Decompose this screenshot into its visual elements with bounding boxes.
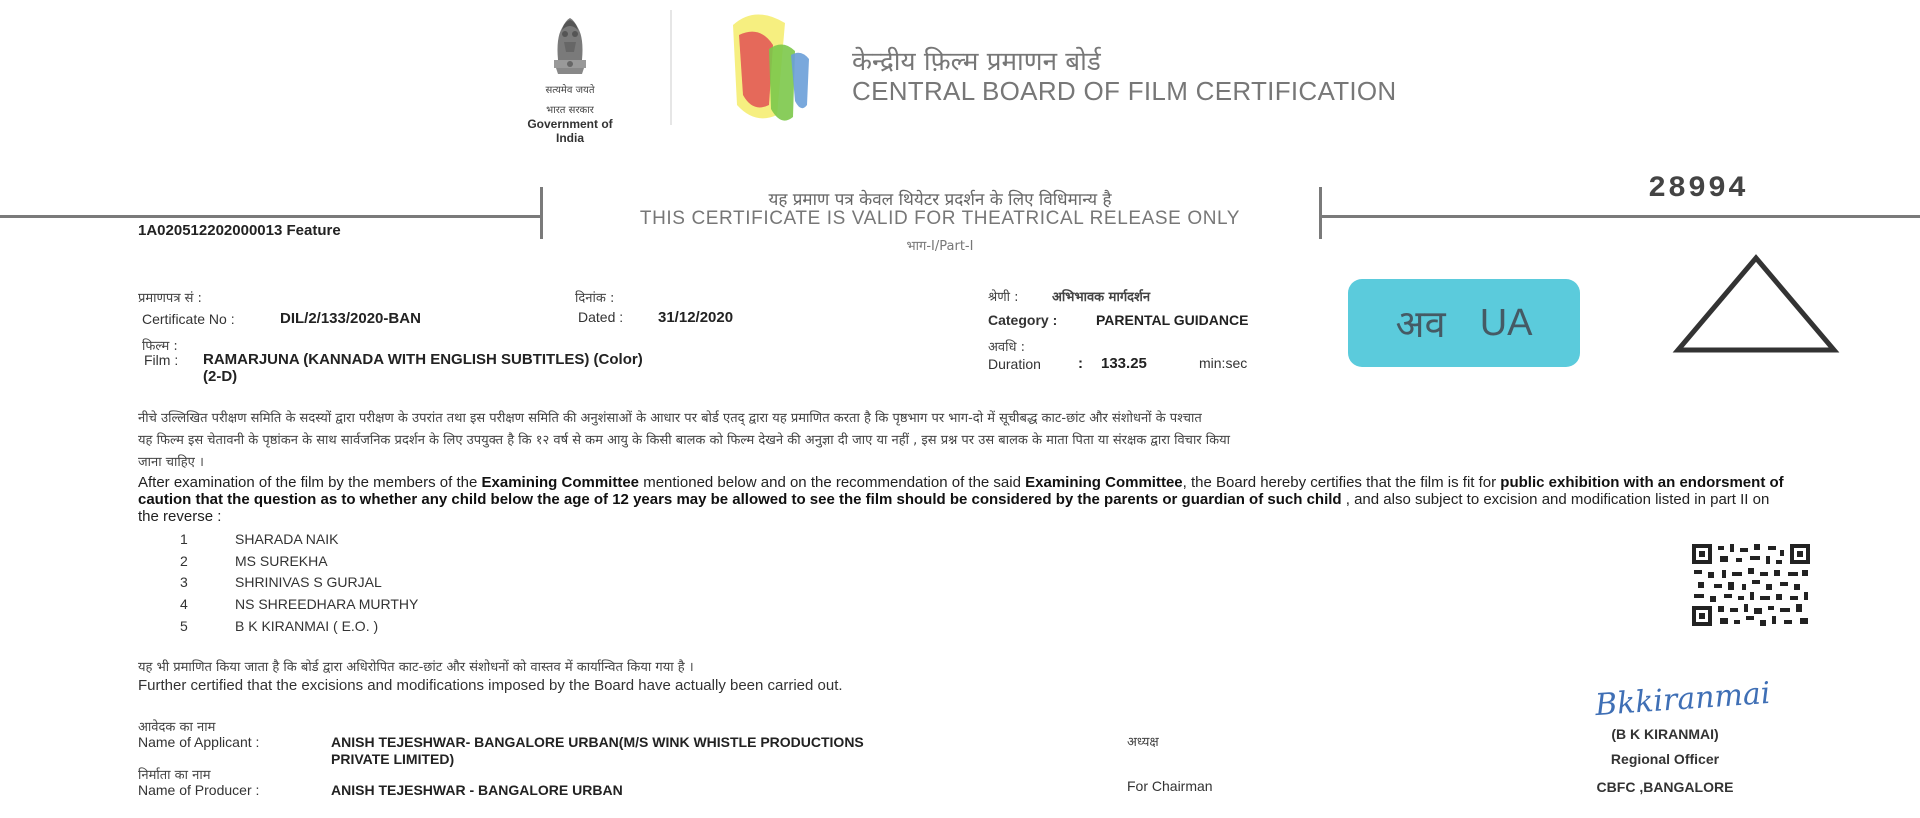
applicant-name-line-1: ANISH TEJESHWAR- BANGALORE URBAN(M/S WINK WHISTLE PRODUCTIONS xyxy=(331,734,864,750)
committee-member xyxy=(180,574,382,590)
applicant-label: Name of Applicant : xyxy=(138,734,260,750)
chairman-hindi-label: अध्यक्ष xyxy=(1127,735,1159,750)
category-hindi-value: अभिभावक मार्गदर्शन xyxy=(1052,290,1151,305)
banner-bracket-left xyxy=(540,187,543,239)
date-value: 31/12/2020 xyxy=(658,309,734,326)
government-english: Government of India xyxy=(527,117,613,145)
hindi-para-line-3: जाना चाहिए । xyxy=(138,455,204,470)
certification-paragraph xyxy=(138,474,1788,525)
validity-english: THIS CERTIFICATE IS VALID FOR THEATRICAL RELEASE ONLY xyxy=(639,208,1241,229)
hindi-para-line-2: यह फिल्म इस चेतावनी के पृष्ठांकन के साथ सार्वजनिक प्रदर्शन के लिए उपयुक्त है कि १२ वर्ष से कम आयु के किसी बालक को फिल्म देखने की अनुज्ञा दी जाए या नहीं , इस प्रश्न पर उस बालक के माता पिता या संरक्षक द्वारा विचार किया xyxy=(138,433,1231,448)
applicant-name-line-2: PRIVATE LIMITED) xyxy=(331,751,455,767)
government-emblem xyxy=(520,8,620,145)
category-value: PARENTAL GUIDANCE xyxy=(1096,312,1249,328)
para-text-1: After examination of the film by the members of the xyxy=(138,474,482,491)
duration-value: 133.25 xyxy=(1101,355,1147,372)
film-label: Film : xyxy=(144,352,179,368)
category-hindi-label: श्रेणी : xyxy=(988,290,1019,305)
rating-badge xyxy=(1348,279,1580,367)
para-text-2: mentioned below and on the recommendation of the said xyxy=(639,474,1026,491)
rating-hindi: अव xyxy=(1395,302,1446,346)
para-text-3: , the Board hereby certifies that the film is fit for xyxy=(1182,474,1501,491)
member-number: 2 xyxy=(180,553,188,569)
qr-code-icon xyxy=(1690,542,1812,628)
para-text-4: , and also subject to excision and modification listed in part II on the reverse : xyxy=(138,491,1770,525)
committee-member xyxy=(180,596,418,612)
committee-member xyxy=(180,618,378,634)
duration-unit: min:sec xyxy=(1199,355,1248,371)
member-name: NS SHREEDHARA MURTHY xyxy=(235,596,419,612)
committee-member xyxy=(180,531,338,547)
date-hindi-label: दिनांक : xyxy=(575,291,615,306)
category-label: Category : xyxy=(988,312,1058,328)
member-number: 5 xyxy=(180,618,188,634)
member-number: 4 xyxy=(180,596,188,612)
duration-colon: : xyxy=(1078,355,1083,372)
reference-number: 1A020512202000013 Feature xyxy=(138,222,341,239)
cert-no-hindi-label: प्रमाणपत्र सं : xyxy=(138,291,202,306)
date-label: Dated : xyxy=(578,309,624,325)
rating-english: UA xyxy=(1479,301,1533,344)
triangle-mark-icon xyxy=(1672,252,1840,356)
film-hindi-label: फिल्म : xyxy=(142,339,178,354)
emblem-motto: सत्यमेव जयते xyxy=(545,85,595,96)
officer-signature: Bkkiranmai xyxy=(1593,675,1772,724)
further-certified-hindi: यह भी प्रमाणित किया जाता है कि बोर्ड द्वारा अधिरोपित काट-छांट और संशोधनों को वास्तव में कार्यान्वित किया गया है । xyxy=(138,660,694,675)
board-title-hindi: केन्द्रीय फ़िल्म प्रमाणन बोर्ड xyxy=(852,47,1101,77)
signatory-title: Regional Officer xyxy=(1610,751,1720,767)
duration-label: Duration xyxy=(988,356,1041,372)
cert-no-value: DIL/2/133/2020-BAN xyxy=(280,310,421,327)
board-title-english: CENTRAL BOARD OF FILM CERTIFICATION xyxy=(852,76,1397,106)
banner-rule-right xyxy=(1322,215,1920,218)
applicant-hindi-label: आवेदक का नाम xyxy=(138,720,216,735)
member-number: 3 xyxy=(180,574,188,590)
header-divider xyxy=(670,10,672,125)
banner-rule-left xyxy=(0,215,542,218)
signatory-name: (B K KIRANMAI) xyxy=(1611,726,1719,742)
film-title: RAMARJUNA (KANNADA WITH ENGLISH SUBTITLES) (Color) xyxy=(203,351,643,368)
part-label: भाग-I/Part-I xyxy=(906,239,974,254)
member-name: MS SUREKHA xyxy=(235,553,328,569)
producer-label: Name of Producer : xyxy=(138,782,260,798)
validity-hindi: यह प्रमाण पत्र केवल थियेटर प्रदर्शन के लिए विधिमान्य है xyxy=(768,190,1112,210)
hindi-para-line-1: नीचे उल्लिखित परीक्षण समिति के सदस्यों द्वारा परीक्षण के उपरांत तथा इस परीक्षण समिति की अनुशंसाओं के आधार पर बोर्ड एतद् द्वारा यह प्रमाणित करता है कि पृष्ठभाग पर भाग-दो में सूचीबद्ध काट-छांट और संशोधनों के पश्चात xyxy=(138,411,1202,426)
producer-name: ANISH TEJESHWAR - BANGALORE URBAN xyxy=(331,782,623,798)
ashoka-lion-emblem-icon xyxy=(546,8,594,80)
for-chairman-label: For Chairman xyxy=(1127,778,1213,794)
member-name: SHARADA NAIK xyxy=(235,531,339,547)
para-bold-3: public exhibition with an endorsment of caution that the question as to whether any child below the age of 12 years may be allowed to see the film should be considered by the parents or guardian of such child xyxy=(138,474,1784,508)
cbfc-logo-icon xyxy=(725,5,835,130)
member-name: SHRINIVAS S GURJAL xyxy=(235,574,382,590)
government-hindi: भारत सरकार xyxy=(546,105,594,116)
member-name: B K KIRANMAI ( E.O. ) xyxy=(235,618,379,634)
film-format: (2-D) xyxy=(203,368,238,385)
cert-no-label: Certificate No : xyxy=(142,311,235,327)
further-certified-english: Further certified that the excisions and modifications imposed by the Board have actually been carried out. xyxy=(138,677,843,694)
serial-number: 28994 xyxy=(1648,172,1749,206)
duration-hindi-label: अवधि : xyxy=(988,340,1026,355)
member-number: 1 xyxy=(180,531,188,547)
committee-member xyxy=(180,553,328,569)
para-bold-2: Examining Committee xyxy=(1025,474,1183,491)
producer-hindi-label: निर्माता का नाम xyxy=(138,768,211,783)
para-bold-1: Examining Committee xyxy=(481,474,640,491)
signatory-office: CBFC ,BANGALORE xyxy=(1596,779,1734,795)
